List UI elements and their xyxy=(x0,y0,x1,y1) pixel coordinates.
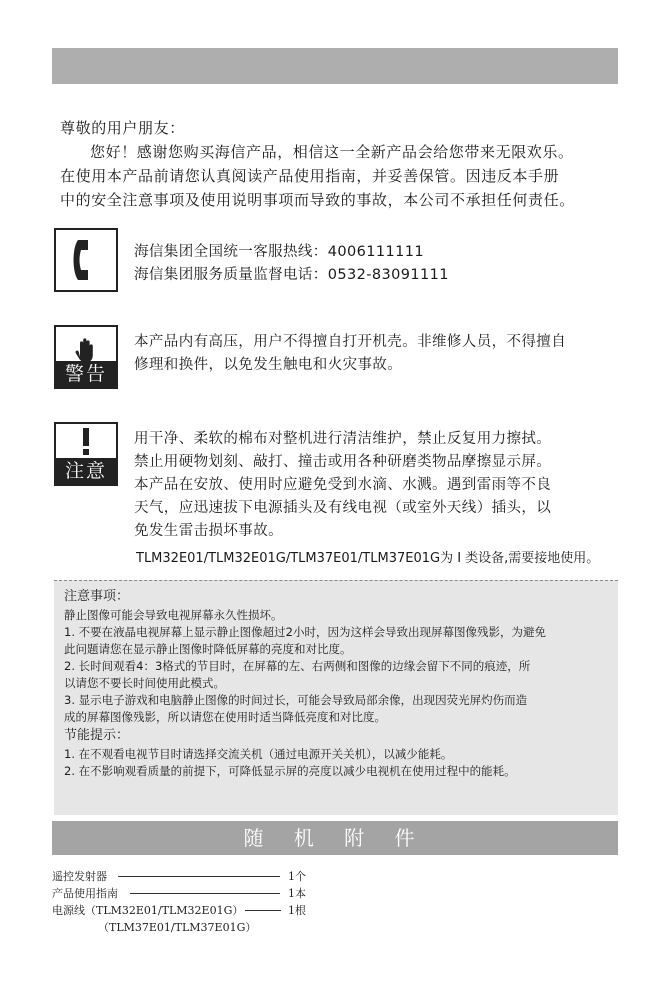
accessory-qty: 1根 xyxy=(288,904,306,917)
caution-line-1: 用干净、柔软的棉布对整机进行清洁维护，禁止反复用力擦拭。 xyxy=(134,431,552,447)
telephone-icon xyxy=(54,228,118,292)
caution-label: 注意 xyxy=(64,460,107,482)
intro-section xyxy=(60,116,620,212)
notice-item-1b: 此问题请您在显示静止图像时降低屏幕的亮度和对比度。 xyxy=(64,642,352,656)
notice-item-2a: 2. 长时间观看4：3格式的节目时，在屏幕的左、右两侧和图像的边缘会留下不同的痕迹，所 xyxy=(64,659,531,673)
notice-panel xyxy=(54,580,618,815)
caution-line-4: 天气，应迅速拔下电源插头及有线电视（或室外天线）插头，以 xyxy=(134,500,552,516)
intro-paragraph: 您好！感谢您购买海信产品，相信这一全新产品会给您带来无限欢乐。 xyxy=(90,143,574,161)
accessories-title: 随 机 附 件 xyxy=(52,821,618,855)
accessory-name: 产品使用指南 xyxy=(52,887,118,900)
energy-item-1: 1. 在不观看电视节目时请选择交流关机（通过电源开关关机），以减少能耗。 xyxy=(64,747,453,761)
caution-block xyxy=(134,428,624,543)
notice-item-3b: 成的屏幕图像残影，所以请您在使用时适当降低亮度和对比度。 xyxy=(64,710,386,724)
list-item xyxy=(52,885,372,902)
notice-item-1a: 1. 不要在液晶电视屏幕上显示静止图像超过2小时，因为这样会导致出现屏幕图像残影，为避免 xyxy=(64,625,546,639)
accessory-name: 电源线（TLM32E01/TLM32E01G） xyxy=(52,904,244,917)
notice-title: 注意事项： xyxy=(64,589,130,604)
header-bar xyxy=(52,48,618,84)
notice-intro: 静止图像可能会导致电视屏幕永久性损坏。 xyxy=(64,608,283,622)
list-item-sub xyxy=(52,919,372,936)
intro-line-3: 中的安全注意事项及使用说明事项而导致的事故，本公司不承担任何责任。 xyxy=(60,191,575,209)
warning-line-1: 本产品内有高压，用户不得擅自打开机壳。非维修人员，不得擅自 xyxy=(134,334,567,350)
warning-line-2: 修理和换件，以免发生触电和火灾事故。 xyxy=(134,357,403,373)
caution-line-3: 本产品在安放、使用时应避免受到水滴、水溅。遇到雷雨等不良 xyxy=(134,477,552,493)
warning-badge xyxy=(54,325,118,389)
model-grounding-note: TLM32E01/TLM32E01G/TLM37E01/TLM37E01G为 Ⅰ 类设备,需要接地使用。 xyxy=(136,551,600,566)
supervision-hotline: 海信集团服务质量监督电话：0532-83091111 xyxy=(134,267,449,283)
leader-line xyxy=(130,893,280,894)
accessory-sub-model: （TLM37E01/TLM37E01G） xyxy=(98,921,257,934)
energy-item-2: 2. 在不影响观看质量的前提下，可降低显示屏的亮度以减少电视机在使用过程中的能耗。 xyxy=(64,764,516,778)
leader-line xyxy=(118,876,280,877)
list-item xyxy=(52,902,372,919)
caution-line-2: 禁止用硬物划刻、敲打、撞击或用各种研磨类物品摩擦显示屏。 xyxy=(134,454,552,470)
intro-line-2: 在使用本产品前请您认真阅读产品使用指南，并妥善保管。因违反本手册 xyxy=(60,167,560,185)
warning-block xyxy=(134,331,624,377)
notice-item-3a: 3. 显示电子游戏和电脑静止图像的时间过长，可能会导致局部余像，出现因荧光屏灼伤而造 xyxy=(64,693,528,707)
accessory-name: 遥控发射器 xyxy=(52,870,107,883)
caution-badge xyxy=(54,422,118,486)
accessory-list xyxy=(52,868,372,936)
greeting: 尊敬的用户朋友： xyxy=(60,119,185,137)
accessory-qty: 1个 xyxy=(288,870,306,883)
hotline-block xyxy=(134,241,624,287)
leader-line xyxy=(245,910,281,911)
notice-item-2b: 以请您不要长时间使用此模式。 xyxy=(64,676,225,690)
accessory-qty: 1本 xyxy=(288,887,306,900)
exclamation-icon xyxy=(83,428,89,455)
list-item xyxy=(52,868,372,885)
caution-line-5: 免发生雷击损坏事故。 xyxy=(134,523,283,539)
energy-title: 节能提示： xyxy=(64,728,130,743)
warning-label: 警告 xyxy=(64,363,107,385)
service-hotline: 海信集团全国统一客服热线：4006111111 xyxy=(134,244,424,260)
